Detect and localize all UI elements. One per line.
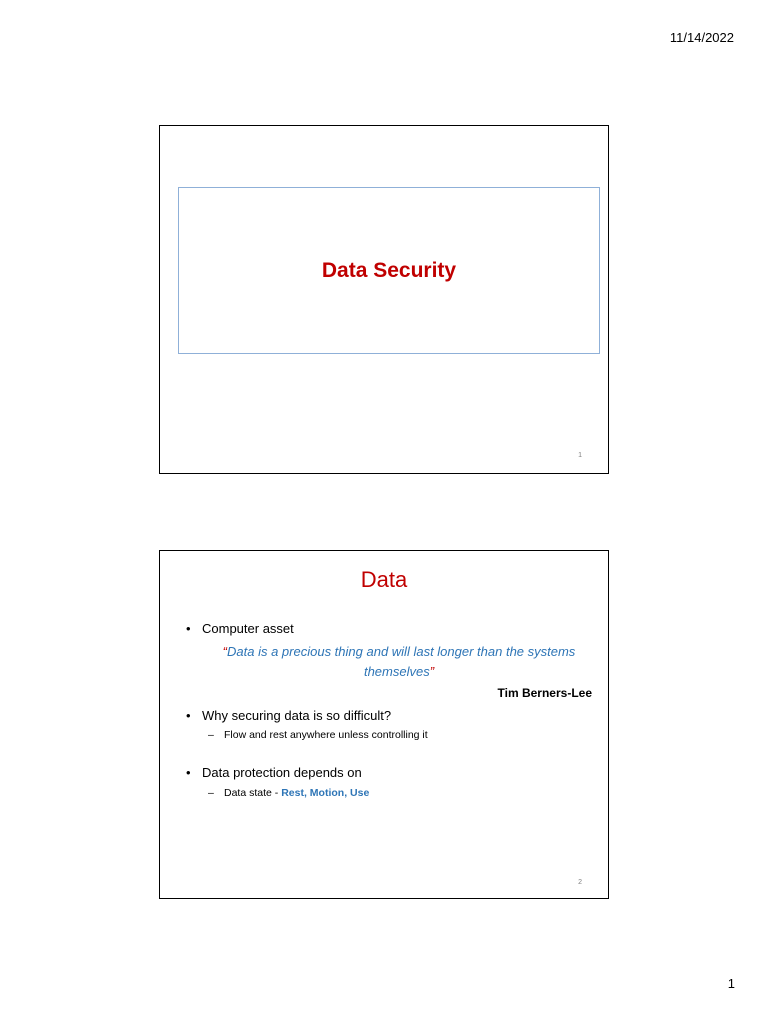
bullet-dot: • — [186, 708, 191, 723]
bullet-computer-asset — [186, 621, 294, 636]
bullet-data-protection — [186, 765, 362, 780]
slide-2 — [159, 550, 609, 899]
slide-1-number: 1 — [578, 452, 582, 459]
slide-title-box — [178, 187, 600, 354]
quote-author: Tim Berners-Lee — [497, 686, 592, 700]
data-state-prefix: Data state - — [224, 787, 282, 799]
sub-bullet-text: Flow and rest anywhere unless controlling it — [224, 729, 428, 741]
bullet-text: Data protection depends on — [202, 765, 362, 780]
sub-bullet-dash: – — [208, 729, 214, 741]
bullet-text: Why securing data is so difficult? — [202, 708, 392, 723]
bullet-dot: • — [186, 765, 191, 780]
quote-text: Data is a precious thing and will last longer than the systems themselves — [227, 644, 576, 679]
slide-2-number: 2 — [578, 879, 582, 886]
quote — [200, 642, 598, 682]
sub-bullet-data-state — [208, 787, 369, 799]
data-state-values: Rest, Motion, Use — [281, 787, 370, 799]
quote-close-mark: ” — [429, 664, 435, 679]
page-number: 1 — [727, 976, 735, 991]
slide-1 — [159, 125, 609, 474]
sub-bullet-dash: – — [208, 787, 214, 799]
page-date: 11/14/2022 — [669, 30, 734, 45]
slide-2-title: Data — [360, 567, 408, 592]
sub-bullet-text — [224, 787, 369, 799]
slide-1-title: Data Security — [321, 258, 457, 282]
bullet-dot: • — [186, 621, 191, 636]
bullet-text: Computer asset — [202, 621, 294, 636]
quote-open-mark: “ — [222, 644, 228, 659]
bullet-why-securing — [186, 708, 391, 723]
sub-bullet-flow — [208, 729, 428, 741]
